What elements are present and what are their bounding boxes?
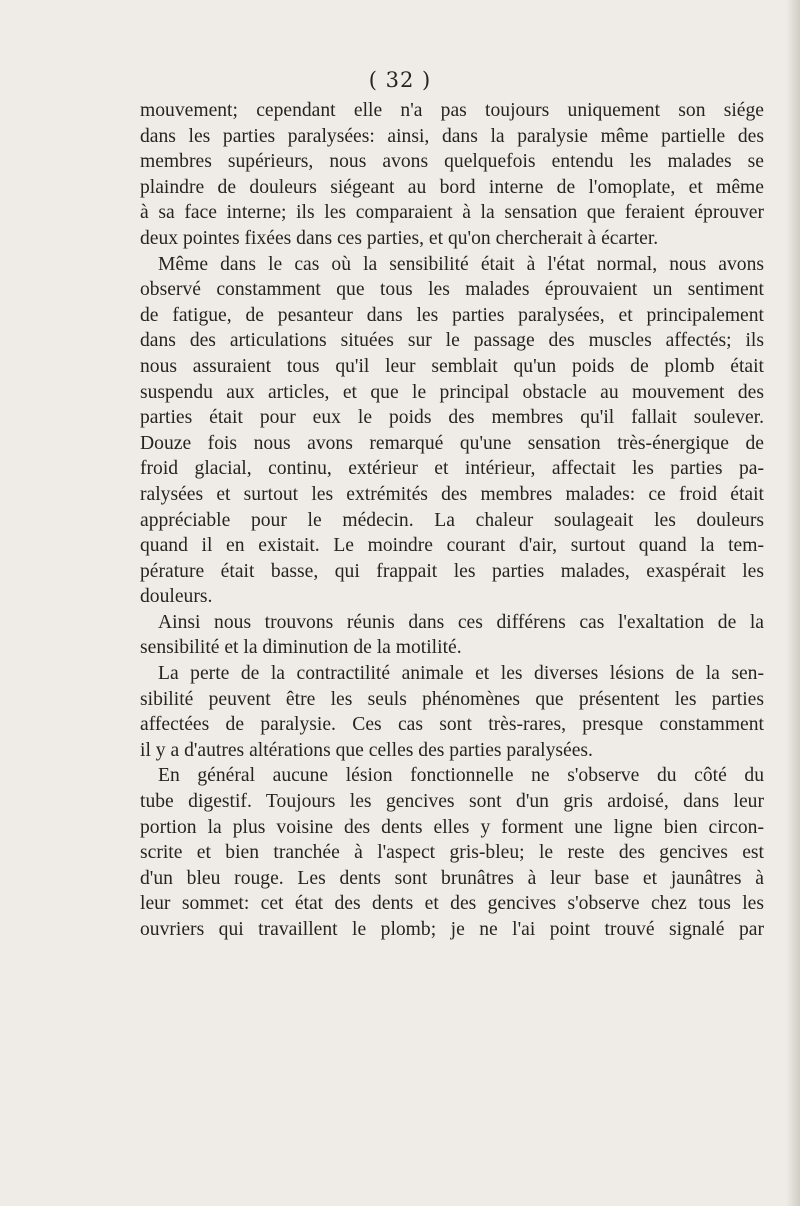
page-edge-shadow bbox=[786, 0, 800, 1206]
text-line: suspendu aux articles, et que le principal obstacle au mouvement des bbox=[140, 381, 764, 403]
text-line: à sa face interne; ils les comparaient à la sensation que feraient éprouver bbox=[140, 202, 764, 224]
text-line: pérature était basse, qui frappait les parties malades, exaspérait les bbox=[140, 560, 764, 582]
text-line: nous assuraient tous qu'il leur semblait qu'un poids de plomb était bbox=[140, 355, 764, 377]
text-line: quand il en existait. Le moindre courant d'air, surtout quand la tem- bbox=[140, 535, 764, 557]
text-line: parties était pour eux le poids des membres qu'il fallait soulever. bbox=[140, 407, 764, 429]
text-line: tube digestif. Toujours les gencives sont d'un gris ardoisé, dans leur bbox=[140, 791, 764, 813]
text-line: Douze fois nous avons remarqué qu'une sensation très-énergique de bbox=[140, 432, 764, 454]
text-line: froid glacial, continu, extérieur et intérieur, affectait les parties pa- bbox=[140, 458, 764, 480]
text-line: sibilité peuvent être les seuls phénomènes que présentent les parties bbox=[140, 688, 764, 710]
text-line: Ainsi nous trouvons réunis dans ces différens cas l'exaltation de la bbox=[158, 611, 764, 633]
text-line: Même dans le cas où la sensibilité était à l'état normal, nous avons bbox=[158, 253, 764, 275]
text-line: scrite et bien tranchée à l'aspect gris-bleu; le reste des gencives est bbox=[140, 842, 764, 864]
text-line: affectées de paralysie. Ces cas sont très-rares, presque constamment bbox=[140, 714, 764, 736]
text-line: d'un bleu rouge. Les dents sont brunâtres à leur base et jaunâtres à bbox=[140, 867, 764, 889]
text-line: leur sommet: cet état des dents et des gencives s'observe chez tous les bbox=[140, 893, 764, 915]
text-line: observé constamment que tous les malades éprouvaient un sentiment bbox=[140, 279, 764, 301]
text-line: dans des articulations situées sur le passage des muscles affectés; ils bbox=[140, 330, 764, 352]
text-line: mouvement; cependant elle n'a pas toujours uniquement son siége bbox=[140, 100, 764, 121]
text-line: sensibilité et la diminution de la motilité. bbox=[140, 637, 462, 659]
text-line: il y a d'autres altérations que celles des parties paralysées. bbox=[140, 739, 593, 761]
text-line: ralysées et surtout les extrémités des membres malades: ce froid était bbox=[140, 483, 764, 505]
text-line: En général aucune lésion fonctionnelle ne s'observe du côté du bbox=[158, 765, 764, 787]
text-line: deux pointes fixées dans ces parties, et qu'on chercherait à écarter. bbox=[140, 227, 659, 249]
text-line: dans les parties paralysées: ainsi, dans la paralysie même partielle des bbox=[140, 125, 764, 147]
body-text bbox=[140, 98, 764, 943]
text-line: portion la plus voisine des dents elles y forment une ligne bien circon- bbox=[140, 816, 764, 838]
text-line: appréciable pour le médecin. La chaleur soulageait les douleurs bbox=[140, 509, 764, 531]
text-line: douleurs. bbox=[140, 586, 213, 608]
text-line: de fatigue, de pesanteur dans les parties paralysées, et principalement bbox=[140, 304, 764, 326]
text-line: La perte de la contractilité animale et les diverses lésions de la sen- bbox=[158, 663, 764, 685]
page-number: ( 32 ) bbox=[368, 68, 432, 92]
text-line: plaindre de douleurs siégeant au bord interne de l'omoplate, et même bbox=[140, 176, 764, 198]
text-line: membres supérieurs, nous avons quelquefois entendu les malades se bbox=[140, 151, 764, 173]
text-line: ouvriers qui travaillent le plomb; je ne l'ai point trouvé signalé par bbox=[140, 919, 764, 940]
